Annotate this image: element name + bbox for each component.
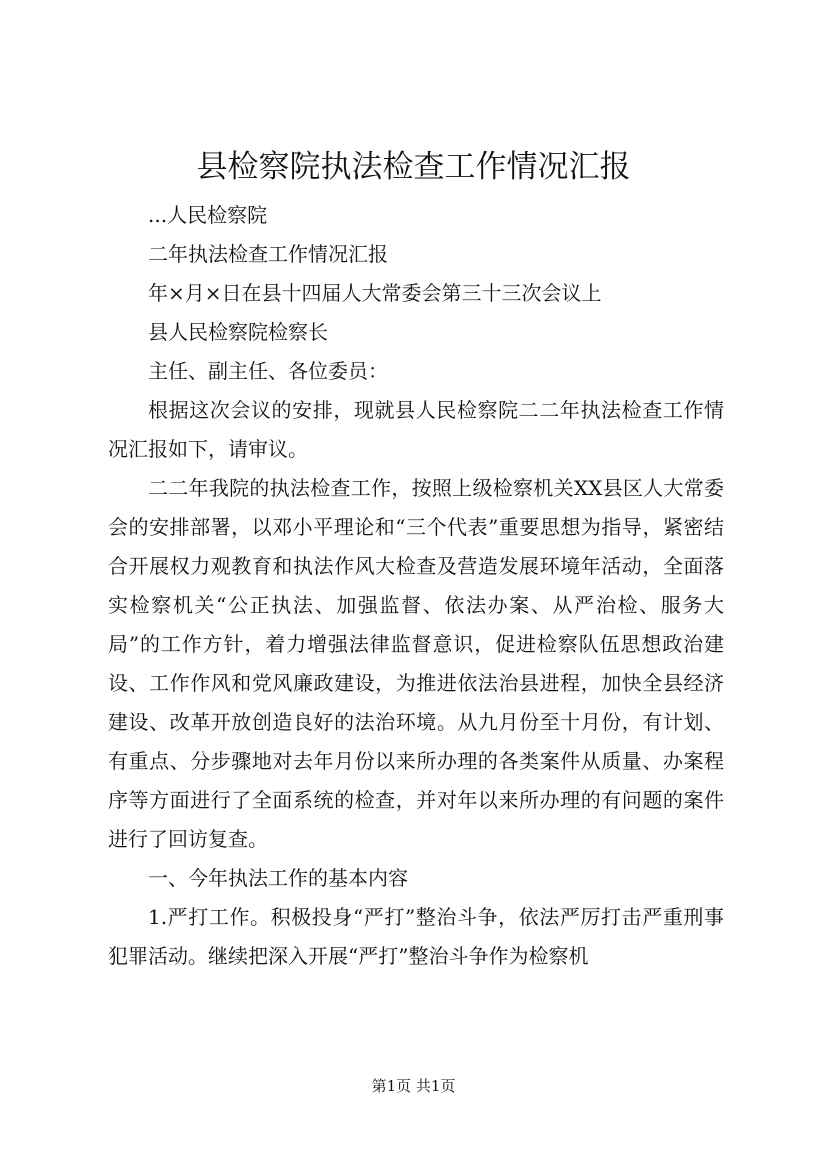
page-number-footer: 第1页 共1页	[371, 1077, 456, 1095]
paragraph-salutation: 主任、副主任、各位委员：	[148, 359, 388, 383]
document-body	[108, 196, 724, 976]
document-title: 县检察院执法检查工作情况汇报	[196, 149, 631, 185]
paragraph-institution: ...人民检察院	[148, 203, 268, 227]
paragraph-meeting-date: 年×月×日在县十四届人大常委会第三十三次会议上	[148, 281, 602, 305]
paragraph-main: 二二年我院的执法检查工作，按照上级检察机关XX县区人大常委会的安排部署，以邓小平理论和“三个代表”重要思想为指导，紧密结合开展权力观教育和执法作风大检查及营造发展环境年活动，全面落实检察机关“公正执法、加强监督、依法办案、从严治检、服务大局”的工作方针，着力增强法律监督意识，促进检察队伍思想政治建设、工作作风和党风廉政建设，为推进依法治县进程，加快全县经济建设、改革开放创造良好的法治环境。从九月份至十月份，有计划、有重点、分步骤地对去年月份以来所办理的各类案件从质量、办案程序等方面进行了全面系统的检查，并对年以来所办理的有问题的案件进行了回访复查。	[108, 476, 724, 851]
paragraph-item-1: 1.严打工作。积极投身“严打”整治斗争，依法严厉打击严重刑事犯罪活动。继续把深入开展“严打”整治斗争作为检察机	[108, 905, 724, 968]
paragraph-report-title: 二年执法检查工作情况汇报	[148, 242, 388, 266]
paragraph-intro: 根据这次会议的安排，现就县人民检察院二二年执法检查工作情况汇报如下，请审议。	[108, 398, 724, 461]
paragraph-speaker: 县人民检察院检察长	[148, 320, 328, 344]
paragraph-section-heading: 一、今年执法工作的基本内容	[148, 866, 408, 890]
